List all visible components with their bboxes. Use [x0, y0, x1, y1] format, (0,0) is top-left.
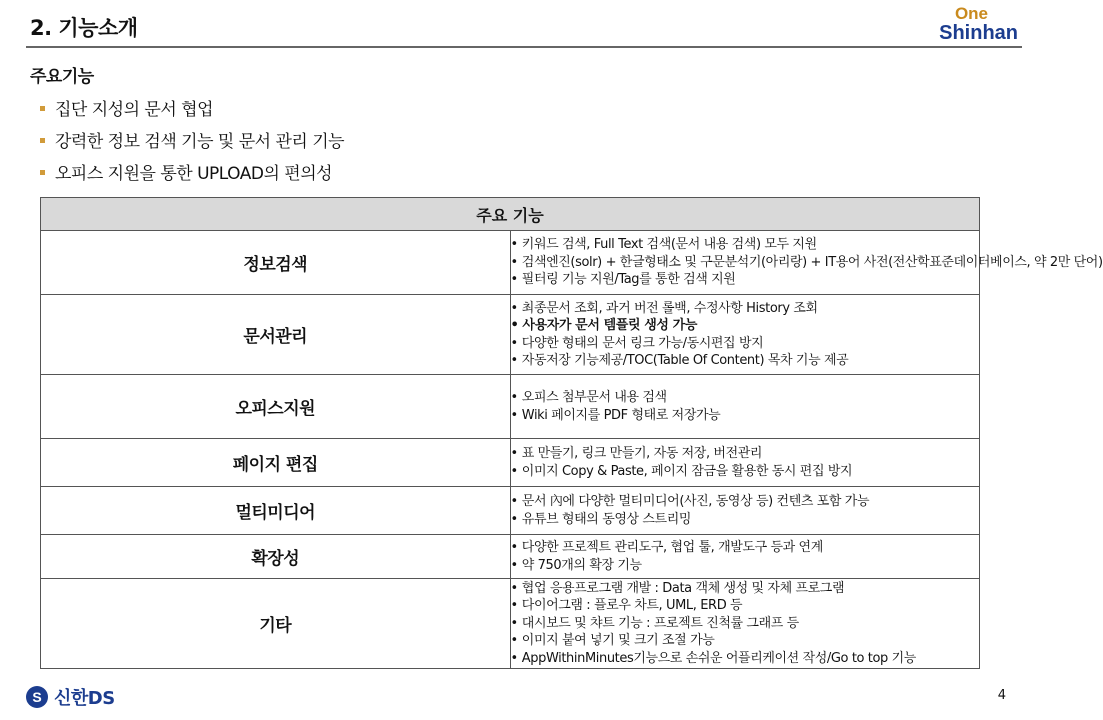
description-cell [510, 579, 980, 669]
category-cell: 페이지 편집 [41, 439, 511, 487]
description-text: 대시보드 및 챠트 기능 : 프로젝트 진척률 그래프 등 [521, 615, 799, 631]
header-divider [26, 46, 1022, 48]
table-row [41, 535, 980, 579]
one-shinhan-logo-brand: Shinhan [939, 22, 1018, 44]
category-cell: 문서관리 [41, 295, 511, 375]
description-item [511, 445, 980, 463]
category-cell: 멀티미디어 [41, 487, 511, 535]
square-bullet-icon [40, 138, 45, 143]
bullet-icon: • [510, 390, 518, 405]
description-cell [510, 439, 980, 487]
description-text: 최종문서 조회, 과거 버전 롤백, 수정사항 History 조회 [521, 300, 818, 316]
shinhan-s-icon: S [26, 686, 48, 708]
square-bullet-icon [40, 106, 45, 111]
description-item [511, 389, 980, 407]
description-text: 약 750개의 확장 기능 [521, 557, 642, 573]
table-row [41, 439, 980, 487]
bullet-icon: • [510, 650, 518, 666]
bullet-icon: • [510, 318, 519, 333]
description-item [510, 254, 1103, 272]
description-item [511, 539, 980, 557]
description-item [511, 407, 980, 425]
table-row [41, 295, 980, 375]
feature-text: 오피스 지원을 통한 UPLOAD의 편의성 [55, 164, 333, 184]
description-cell [510, 231, 1103, 295]
description-item [511, 597, 980, 615]
description-cell [510, 375, 980, 439]
description-text: 사용자가 문서 템플릿 생성 가능 [522, 318, 697, 333]
bullet-icon: • [510, 557, 518, 573]
description-text: 검색엔진(solr) + 한글형태소 및 구문분석기(아리랑) + IT용어 사전(전산학표준데이터베이스, 약 2만 단어) [521, 254, 1103, 270]
bullet-icon: • [510, 540, 518, 555]
bullet-icon: • [510, 300, 518, 316]
category-cell: 정보검색 [41, 231, 511, 295]
description-text: AppWithinMinutes기능으로 손쉬운 어플리케이션 작성/Go to top 기능 [521, 650, 916, 666]
description-item [511, 580, 980, 598]
description-text: 자동저장 기능제공/TOC(Table Of Content) 목차 기능 제공 [521, 353, 849, 368]
description-item [511, 615, 980, 633]
bullet-icon: • [510, 463, 518, 479]
feature-item [40, 96, 344, 128]
description-text: 문서 內에 다양한 멀티미디어(사진, 동영상 등) 컨텐츠 포함 가능 [521, 494, 870, 509]
description-text: 이미지 붙여 넣기 및 크기 조절 가능 [521, 633, 715, 649]
bullet-icon: • [510, 254, 518, 270]
description-item [511, 300, 980, 318]
bullet-icon: • [510, 272, 518, 288]
description-item [511, 463, 980, 481]
page-title: 2. 기능소개 [30, 16, 138, 40]
feature-text: 강력한 정보 검색 기능 및 문서 관리 기능 [55, 132, 345, 152]
description-text: 다이어그램 : 플로우 차트, UML, ERD 등 [521, 598, 743, 614]
bullet-icon: • [510, 335, 518, 351]
footer-logo-text: 신한DS [54, 688, 115, 709]
description-text: 표 만들기, 링크 만들기, 자동 저장, 버전관리 [521, 446, 763, 461]
description-item [511, 271, 980, 289]
footer-logo [26, 684, 115, 710]
description-item [511, 335, 980, 353]
description-text: 다양한 형태의 문서 링크 가능/동시편집 방지 [521, 335, 764, 351]
bullet-icon: • [510, 494, 518, 509]
description-item [511, 557, 980, 575]
description-item [511, 236, 980, 254]
one-shinhan-logo-one: One [954, 4, 988, 23]
table-row [41, 231, 980, 295]
description-item [511, 317, 980, 335]
feature-item [40, 128, 344, 160]
table-row [41, 579, 980, 669]
description-cell [510, 295, 980, 375]
category-cell: 기타 [41, 579, 511, 669]
bullet-icon: • [510, 580, 518, 596]
description-text: 키워드 검색, Full Text 검색(문서 내용 검색) 모두 지원 [521, 237, 817, 253]
bullet-icon: • [510, 511, 518, 527]
description-text: 다양한 프로젝트 관리도구, 협업 툴, 개발도구 등과 연계 [521, 540, 823, 555]
description-item [511, 511, 980, 529]
table-header: 주요 기능 [41, 198, 980, 231]
table-row [41, 375, 980, 439]
description-item [511, 352, 980, 370]
category-cell: 확장성 [41, 535, 511, 579]
square-bullet-icon [40, 170, 45, 175]
description-text: 이미지 Copy & Paste, 페이지 잠금을 활용한 동시 편집 방지 [521, 463, 853, 479]
description-item [511, 650, 980, 668]
table-header-row [41, 198, 980, 231]
feature-item [40, 160, 344, 192]
section-heading: 주요기능 [30, 67, 94, 87]
description-item [511, 493, 980, 511]
table-row [41, 487, 980, 535]
bullet-icon: • [510, 237, 518, 253]
description-item [511, 632, 980, 650]
description-cell [510, 487, 980, 535]
bullet-icon: • [510, 446, 518, 461]
category-cell: 오피스지원 [41, 375, 511, 439]
description-text: 유튜브 형태의 동영상 스트리밍 [521, 511, 692, 527]
feature-list [40, 96, 344, 192]
bullet-icon: • [510, 598, 518, 614]
description-cell [510, 535, 980, 579]
bullet-icon: • [510, 615, 518, 631]
page-number: 4 [997, 688, 1006, 703]
bullet-icon: • [510, 353, 518, 368]
bullet-icon: • [510, 633, 518, 649]
description-text: 오피스 첨부문서 내용 검색 [521, 390, 667, 405]
feature-text: 집단 지성의 문서 협업 [55, 100, 214, 120]
feature-table [40, 197, 1103, 669]
description-text: Wiki 페이지를 PDF 형태로 저장가능 [521, 407, 721, 423]
bullet-icon: • [510, 407, 518, 423]
description-text: 필터링 기능 지원/Tag를 통한 검색 지원 [521, 272, 736, 288]
description-text: 협업 응용프로그램 개발 : Data 객체 생성 및 자체 프로그램 [521, 580, 845, 596]
table-body [41, 231, 1103, 669]
